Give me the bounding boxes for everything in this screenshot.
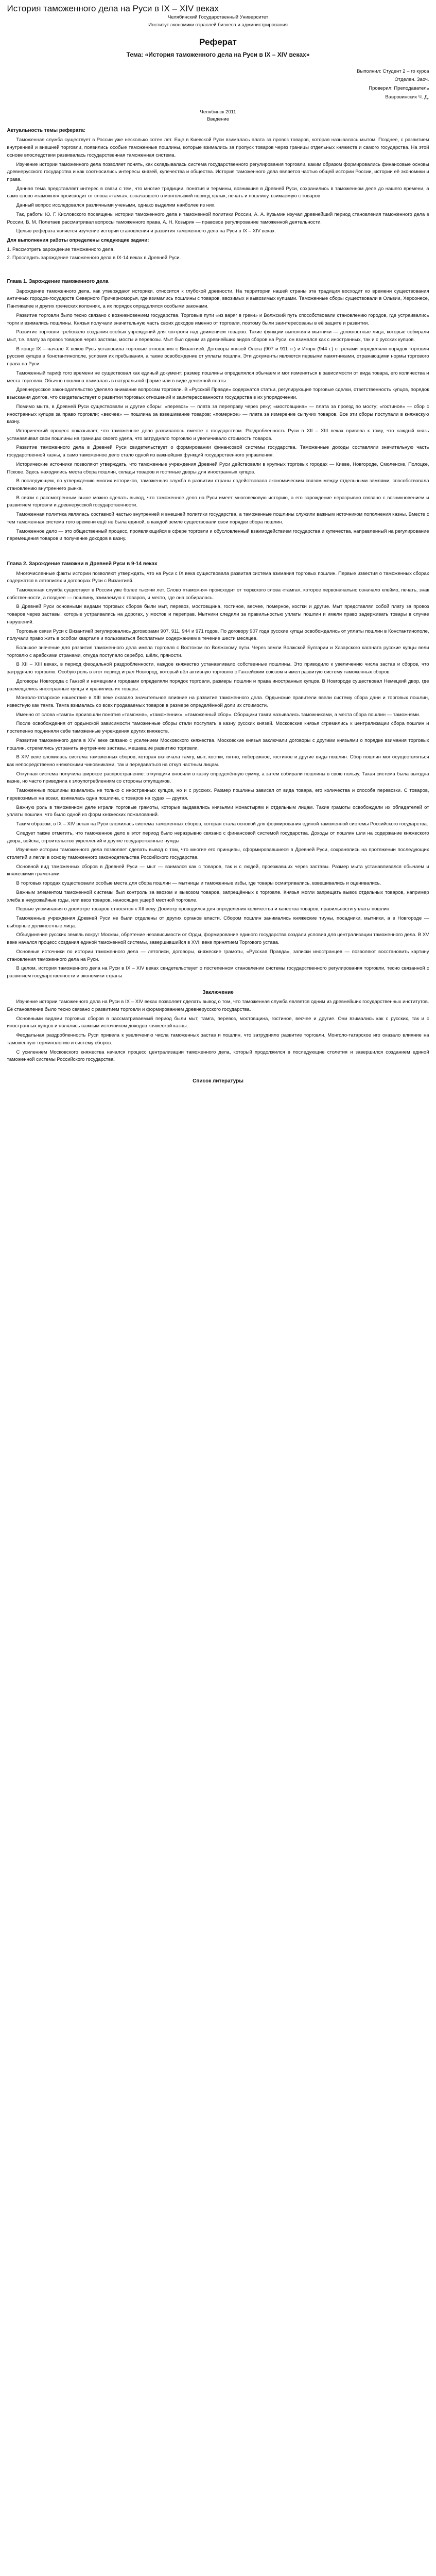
chapter2-paragraph: В XIV веке сложилась система таможенных сборов, которая включала тамгу, мыт, костки, пятно, побережное, гостиное и другие виды пошлин. Сбор пошлин мог осуществляться как непосредственно княжескими чиновниками, так и передаваться на откуп частным лицам. (7, 754, 429, 768)
chapter2-paragraph: В целом, история таможенного дела на Руси в IX – XIV веках свидетельствует о постепенном становлении системы государственного регулирования торговли, тесно связанной с развитием государственности и экономики страны. (7, 965, 429, 979)
relevance-heading: Актуальность темы реферата: (7, 127, 86, 133)
chapter2-paragraph: Таможенные учреждения Древней Руси не были отделены от других органов власти. Сбором пошлин занимались княжеские тиуны, посадники, мытники, а в Новгороде — выборные должностные лица. (7, 915, 429, 929)
intro-goal: Целью реферата является изучение истории становления и развития таможенного дела на Руси в IX – XIV веках. (16, 228, 276, 234)
chapter2-paragraph: Таможенные пошлины взимались не только с иностранных купцов, но и с русских. Размер пошлины зависел от вида товара, его количества и способа перевозки. С товаров, перевозимых на возах, взималась одна пошлина, с товаров на судах — другая. (7, 788, 429, 801)
teacher-name: Вавровинских Ч. Д. (385, 94, 429, 100)
chapter1-paragraph: Исторические источники позволяют утверждать, что таможенные учреждения Древней Руси действовали в крупных торговых городах — Киеве, Новгороде, Смоленске, Полоцке, Пскове. Здесь находились места сбора пошлин, склады товаров и гостиные дворы для иностранных купцов. (7, 461, 429, 475)
conclusion-paragraph: Основными видами торговых сборов в рассматриваемый период были мыт, тамга, перевоз, мостовщина, гостиное, весчее и другие. Они взимались как с русских, так и с иностранных купцов и являлись важным источником доходов княжеской казны. (7, 1015, 429, 1029)
chapter1-paragraph: Зарождение таможенного дела, как утверждают историки, относится к глубокой древности. На территории нашей страны эта традиция восходит ко времени существования античных городов-государств Северного Причерноморья, где взимались пошлины с товаров, ввозимых и вывозимых купцами. Таможенные сборы существовали в Ольвии, Херсонесе, Пантикапее и других греческих колониях, а их порядок определялся особыми законами. (7, 288, 429, 310)
report-topic: Тема: «История таможенного дела на Руси в IX – XIV веках» (126, 51, 310, 59)
chapter1-paragraph: Таможенный тариф того времени не существовал как единый документ; размер пошлины определялся обычаем и мог изменяться в зависимости от вида товара, его количества и места торговли. Обычно пошлина взималась в натуральной форме или в виде денежной платы. (7, 370, 429, 384)
university-name: Челябинский Государственный Университет (167, 14, 269, 21)
chapter2-paragraph: Торговые связи Руси с Византией регулировались договорами 907, 911, 944 и 971 годов. По договору 907 года русские купцы освобождались от уплаты пошлин в Константинополе, получали право жить в особом квартале и пользоваться бесплатным содержанием в течение шести месяцев. (7, 628, 429, 642)
chapter1-paragraph: Развитие таможенного дела в Древней Руси свидетельствует о формировании финансовой системы государства. Таможенные доходы составляли значительную часть государственной казны, а само таможенное дело стало одной из важнейших функций государственного управления. (7, 445, 429, 459)
chapter2-paragraph: Развитие таможенного дела в XIV веке связано с усилением Московского княжества. Московские князья заключали договоры с другими князьями о порядке взимания торговых пошлин, стремились устранить внутренние заставы, мешавшие развитию торговли. (7, 737, 429, 751)
chapter2-paragraph: Основной вид таможенных сборов в Древней Руси — мыт — взимался как с товаров, так и с людей, проезжавших через заставы. Размер мыта устанавливался обычаем и княжескими грамотами. (7, 863, 429, 877)
chapter1-paragraph: Исторический процесс показывает, что таможенное дело развивалось вместе с государством. Раздробленность Руси в XII – XIII веках привела к тому, что каждый князь устанавливал свои пошлины на границах своего удела, что затрудняло торговлю и увеличивало стоимость товаров. (7, 428, 429, 442)
chapter1-paragraph: В связи с рассмотренным выше можно сделать вывод, что таможенное дело на Руси имеет многовековую историю, а его зарождение неразрывно связано с возникновением и развитием торговли и древнерусской государственности. (7, 495, 429, 509)
intro-authors: Так, работы Ю. Г. Кисловского посвящены истории таможенного дела и таможенной политики России, А. А. Кузьмин изучал древнейший период становления таможенного дела в России, В. М. Полетаев рассматривал вопросы таможенного права, А. Н. Козырин — правовое регулирование таможенной деятельности. (7, 211, 429, 225)
chapter2-paragraph: Именно от слова «тамга» произошли понятия «таможня», «таможенник», «таможенный сбор». Сборщики тамги назывались таможниками, а места сбора пошлин — таможнями. (16, 711, 421, 718)
intro-paragraph: Данная тема представляет интерес в связи с тем, что многие традиции, понятия и термины, возникшие в Древней Руси, сохранились в таможенном деле до нашего времени, а само слово «таможня» происходит от слова «тамга», означавшего в монгольский период ярлык, печать и пошлину, взимаемую с товаров. (7, 185, 429, 199)
chapter2-paragraph: Основные источники по истории таможенного дела — летописи, договоры, княжеские грамоты, «Русская Правда», записки иностранцев — позволяют восстановить картину становления таможенного дела на Руси. (7, 948, 429, 962)
checked-by: Проверил: Преподаватель (369, 86, 429, 92)
chapter2-paragraph: Таможенная служба существует в России уже более тысячи лет. Слово «таможня» происходит от тюркского слова «тамга», которое первоначально означало клеймо, печать, знак собственности, а позднее — пошлину, взимаемую с товаров, и место, где она собиралась. (7, 587, 429, 601)
chapter2-paragraph: Договоры Новгорода с Ганзой и немецкими городами определяли порядок торговли, размеры пошлин и права иностранных купцов. В Новгороде существовал Немецкий двор, где размещались иностранные купцы и хранились их товары. (7, 678, 429, 692)
chapter2-paragraph: Первые упоминания о досмотре товаров относятся к XII веку. Досмотр проводился для определения количества и качества товаров, правильности уплаты пошлин. (16, 906, 391, 912)
chapter2-paragraph: После освобождения от ордынской зависимости таможенные сборы стали поступать в казну русских князей. Московские князья стремились к централизации сбора пошлин и постепенно подчиняли себе таможенные учреждения других княжеств. (7, 721, 429, 735)
bibliography-heading: Список литературы (193, 1078, 243, 1084)
document (7, 0, 429, 1100)
chapter1-paragraph: Помимо мыта, в Древней Руси существовали и другие сборы: «перевоз» — плата за переправу через реку; «мостовщина» — плата за проезд по мосту; «гостиное» — сбор с иностранных купцов за право торговли; «весчее» — пошлина за взвешивание товаров; «померное» — плата за измерение сыпучих товаров. Все эти сборы поступали в княжескую казну. (7, 403, 429, 425)
conclusion-body (7, 998, 429, 1064)
intro-paragraph: Таможенная служба существует в России уже несколько сотен лет. Еще в Киевской Руси взималась плата за провоз товаров, которая называлась мытом. Позднее, с развитием внутренней и внешней торговли, появились особые таможенные пошлины, которые взимались за пропуск товаров через границы отдельных княжеств и самого государства. На этой основе впоследствии развивалась государственная таможенная система. (7, 137, 429, 158)
chapter2-paragraph: Откупная система получила широкое распространение: откупщики вносили в казну определённую сумму, а затем собирали пошлины в свою пользу. Такая система была выгодна казне, но часто приводила к злоупотреблениям со стороны откупщиков. (7, 771, 429, 785)
chapter1-heading: Глава 1. Зарождение таможенного дела (7, 279, 109, 285)
chapter2-paragraph: Важную роль в таможенном деле играли торговые грамоты, которые выдавались князьями монастырям и отдельным лицам. Такие грамоты освобождали их обладателей от уплаты пошлин, что было одной из форм княжеских пожалований. (7, 804, 429, 818)
department: Отделен. Заоч. (394, 77, 429, 83)
author-block (7, 68, 429, 101)
chapter2-paragraph: Таким образом, в IX – XIV веках на Руси сложилась система таможенных сборов, которая стала основой для формирования единой таможенной системы Российского государства. (16, 821, 428, 827)
chapter2-paragraph: Монголо-татарское нашествие в XIII веке оказало значительное влияние на развитие таможенного дела. Ордынские правители ввели систему сбора дани и торговых пошлин, известную как тамга. Тамга взималась со всех продаваемых товаров в размере определённой доли их стоимости. (7, 695, 429, 708)
city-year: Челябинск 2011 (200, 109, 236, 115)
tasks-heading: Для выполнения работы определены следующие задачи: (7, 238, 149, 244)
chapter1-paragraph: Развитие торговли требовало создания особых учреждений для контроля над движением товаров. Такие функции выполняли мытники — должностные лица, которые собирали мыт, т.е. плату за провоз товаров через заставы, мосты и перевозы. Мыт был одним из древнейших видов сборов на Руси, он взимался как с иностранных, так и с русских купцов. (7, 329, 429, 343)
conclusion-paragraph: Изучение истории таможенного дела на Руси в IX – XIV веках позволяет сделать вывод о том, что таможенная служба является одним из древнейших государственных институтов. Её становление было тесно связано с развитием торговли и формированием древнерусского государства. (7, 999, 429, 1012)
intro-paragraph: Изучение истории таможенного дела позволяет понять, как складывалась система государственного регулирования торговли, каким образом формировались финансовые основы древнерусского государства и как соотносились интересы князей, купечества и общества. История таможенного дела является частью общей истории России, истории её экономики и права. (7, 161, 429, 183)
chapter1-paragraph: В последующем, по утверждению многих историков, таможенная служба в развитии страны содействовала экономическим связям между отдельными землями, способствовала становлению внутреннего рынка. (7, 478, 429, 492)
intro-paragraphs (7, 137, 429, 200)
task-item: 1. Рассмотреть зарождение таможенного дела. (7, 246, 115, 252)
chapter2-paragraph: Многочисленные факты истории позволяют утверждать, что на Руси с IX века существовала развитая система взимания торговых пошлин. Первые известия о таможенных сборах содержатся в летописях и договорах Руси с Византией. (7, 570, 429, 584)
task-item: 2. Проследить зарождение таможенного дела в IX-14 веках в Древней Руси. (7, 255, 181, 261)
chapter1-paragraph: Таможенная политика являлась составной частью внутренней и внешней политики государства, а таможенные пошлины служили важным источником пополнения казны. Вместе с тем таможенная система того времени ещё не была единой, в каждой земле существовали свои порядки сбора пошлин. (7, 512, 429, 525)
conclusion-paragraph: Феодальная раздробленность Руси привела к увеличению числа таможенных застав и пошлин, что затрудняло развитие торговли. Монголо-татарское иго оказало влияние на таможенную терминологию и систему сборов. (7, 1032, 429, 1046)
chapter1-paragraph: Развитие торговли было тесно связано с возникновением государства. Торговые пути «из варяг в греки» и Волжский путь способствовали становлению городов, где устраивались торги и взимались пошлины. Князья получали значительную часть своих доходов именно от торговли, поэтому были заинтересованы в её защите и развитии. (7, 312, 429, 326)
chapter1-paragraph: В конце IX – начале X веков Русь установила торговые отношения с Византией. Договоры князей Олега (907 и 911 гг.) и Игоря (944 г.) с греками определяли порядок торговли русских купцов в Константинополе, условия их пребывания, а также освобождение от уплаты пошлин. Эти документы являются первыми памятниками, отражающими нормы торгового права на Руси. (7, 346, 429, 367)
intro-question: Данный вопрос исследовался различными учеными, однако выделим наиболее из них. (16, 202, 216, 209)
intro-label: Введение (206, 116, 229, 123)
chapter2-paragraph: Объединение русских земель вокруг Москвы, обретение независимости от Орды, формирование единого государства создали условия для централизации таможенного дела. В XV веке начался процесс создания единой таможенной системы, завершившийся в XVII веке принятием Торгового устава. (7, 932, 429, 946)
chapter2-paragraph: В торговых городах существовали особые места для сбора пошлин — мытницы и таможенные избы, где товары осматривались, взвешивались и оценивались. (16, 880, 381, 887)
conclusion-paragraph: С усилением Московского княжества начался процесс централизации таможенного дела, который продолжился в последующие столетия и завершился созданием единой таможенной системы Российского государства. (7, 1049, 429, 1063)
chapter2-paragraph: Большое значение для развития таможенного дела имела торговля с Востоком по Волжскому пути. Через земли Волжской Булгарии и Хазарского каганата русские купцы вели торговлю с арабскими странами, откуда поступало серебро, шёлк, пряности. (7, 645, 429, 658)
chapter1-paragraph: Древнерусское законодательство уделяло внимание вопросам торговли. В «Русской Правде» содержатся статьи, регулирующие торговые сделки, ответственность купцов, порядок взыскания долгов, что свидетельствует о развитии торговых отношений и заинтересованности государства в их упорядочении. (7, 387, 429, 401)
conclusion-heading: Заключение (202, 989, 234, 995)
chapter1-paragraph: Таможенное дело — это общественный процесс, проявляющийся в сфере торговли и обусловленный взаимодействием государства и купечества, направленный на регулирование перемещения товаров и получение доходов в казну. (7, 528, 429, 542)
performed-by: Выполнил: Студент 2 – го курса (357, 68, 429, 74)
chapter1-body (7, 288, 429, 543)
report-heading: Реферат (199, 37, 237, 47)
chapter2-paragraph: В XII – XIII веках, в период феодальной раздробленности, каждое княжество устанавливало собственные пошлины. Это приводило к увеличению числа застав и сборов, что затрудняло торговлю. Особую роль в этот период играл Новгород, который вёл активную торговлю с Ганзейским союзом и имел развитую систему таможенных сборов. (7, 662, 429, 675)
chapter2-body (7, 570, 429, 980)
chapter2-heading: Глава 2. Зарождение таможни в Древней Руси в 9-14 веках (7, 561, 158, 567)
chapter2-paragraph: Изучение истории таможенного дела позволяет сделать вывод о том, что многие его принципы, сформировавшиеся в Древней Руси, сохранялись на протяжении последующих столетий и легли в основу таможенного законодательства Российского государства. (7, 847, 429, 860)
chapter2-paragraph: Следует также отметить, что таможенное дело в этот период было неразрывно связано с финансовой системой государства. Доходы от пошлин шли на содержание княжеского двора, войска, строительство укреплений и другие государственные нужды. (7, 830, 429, 844)
page-header-title: История таможенного дела на Руси в IX – XIV веках (7, 4, 219, 13)
chapter2-paragraph: Важным элементом таможенной системы был контроль за ввозом и вывозом товаров, запрещённых к торговле. Князья могли запрещать вывоз отдельных товаров, например хлеба в неурожайные годы, или ввоз товаров, наносящих ущерб местной торговле. (7, 889, 429, 903)
institute-name: Институт экономики отраслей бизнеса и администрирования (148, 22, 288, 28)
chapter2-paragraph: В Древней Руси основными видами торговых сборов были мыт, перевоз, мостовщина, гостиное, весчее, померное, костки и другие. Мыт представлял собой плату за провоз товаров через заставы, которые устраивались на дорогах, у мостов и переправ. Мытники следили за правильностью уплаты пошлин и имели право задерживать товары в случае нарушений. (7, 604, 429, 625)
